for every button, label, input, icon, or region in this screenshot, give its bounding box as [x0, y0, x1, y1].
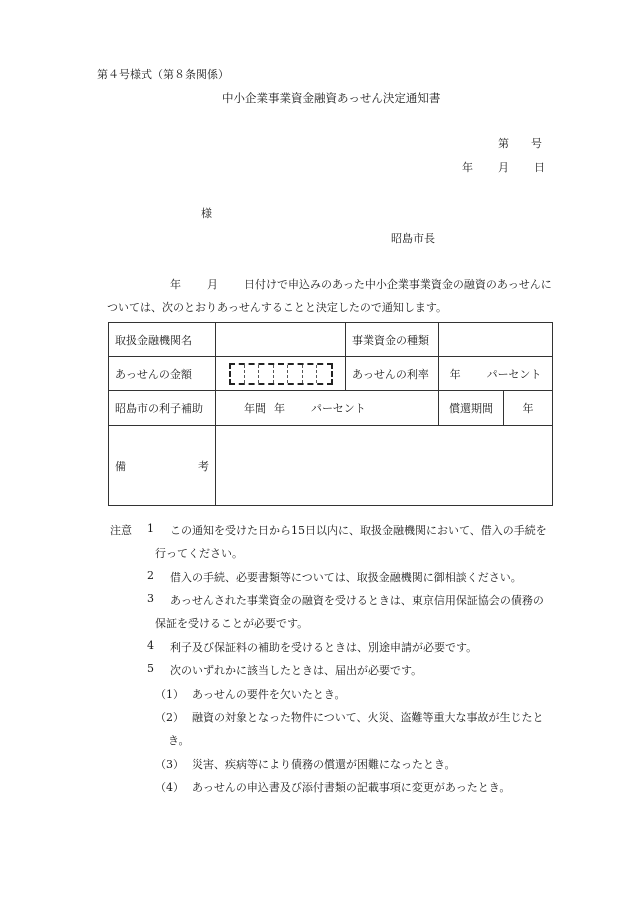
addressee: 様: [201, 207, 212, 220]
table-row: [109, 391, 553, 426]
fund-type-label: 事業資金の種類: [346, 323, 439, 357]
repay-label: 償還期間: [439, 391, 504, 425]
note-3-cont: 保証を受けることが必要です。: [155, 617, 309, 630]
note-1-num: 1: [147, 522, 154, 535]
document-title: 中小企業事業資金融資あっせん決定通知書: [222, 91, 441, 105]
sub-3-text: 災害、疾病等により債務の償還が困難になったとき。: [192, 758, 456, 771]
notice-number: [498, 135, 542, 151]
fund-type-value: [439, 323, 553, 357]
issuer: 昭島市長: [391, 232, 435, 245]
amount-label: あっせんの金額: [109, 357, 216, 391]
sub-1-num: （1）: [155, 688, 184, 701]
date-day: 日: [534, 161, 545, 174]
sub-2-num: （2）: [155, 711, 184, 724]
rate-year: 年: [449, 367, 461, 381]
number-go: 号: [531, 137, 542, 150]
sub-2-text: 融資の対象となった物件について、火災、盗難等重大な事故が生じたと: [192, 711, 544, 724]
remarks-label: [109, 426, 216, 506]
body-line1-text: 日付けで申込みのあった中小企業事業資金の融資のあっせんに: [244, 278, 552, 291]
repay-cell: [439, 391, 553, 426]
sub-2-cont: き。: [168, 734, 190, 747]
subsidy-percent: パーセント: [311, 402, 366, 415]
notes-heading: 注意: [110, 524, 132, 537]
note-1-text: この通知を受けた日から15日以内に、取扱金融機関において、借入の手続を: [170, 524, 547, 537]
table-row: [109, 426, 553, 506]
amount-value: [216, 357, 346, 391]
note-2-text: 借入の手続、必要書類等については、取扱金融機関に御相談ください。: [170, 571, 522, 584]
date-year: 年: [462, 161, 473, 174]
form-number: 第４号様式（第８条関係）: [97, 68, 229, 81]
bank-label: 取扱金融機関名: [109, 323, 216, 357]
subsidy-label: 昭島市の利子補助: [109, 391, 216, 426]
amount-digit-boxes: [229, 363, 333, 385]
remarks-char-2: 考: [198, 459, 209, 473]
rate-value: [439, 357, 553, 391]
sub-1-text: あっせんの要件を欠いたとき。: [192, 688, 346, 701]
note-2-num: 2: [147, 569, 154, 582]
note-4-num: 4: [147, 639, 154, 652]
subsidy-year: 年: [274, 402, 285, 415]
note-4-text: 利子及び保証料の補助を受けるときは、別途申請が必要です。: [170, 641, 478, 654]
repay-year: 年: [522, 402, 534, 415]
sub-4-num: （4）: [155, 781, 184, 794]
body-month: 月: [207, 278, 218, 291]
number-dai: 第: [498, 137, 509, 150]
note-1-cont: 行ってください。: [155, 547, 243, 560]
issue-date: [462, 159, 545, 175]
remarks-char-1: 備: [115, 459, 126, 473]
note-5-num: 5: [147, 662, 154, 675]
note-3-text: あっせんされた事業資金の融資を受けるときは、東京信用保証協会の債務の: [170, 594, 544, 607]
body-line-1: [170, 276, 552, 292]
table-row: [109, 357, 553, 391]
loan-details-table: [108, 322, 553, 506]
rate-percent: パーセント: [486, 367, 542, 381]
rate-label: あっせんの利率: [346, 357, 439, 391]
sub-4-text: あっせんの申込書及び添付書類の記載事項に変更があったとき。: [192, 781, 511, 794]
bank-value: [216, 323, 346, 357]
sub-3-num: （3）: [155, 758, 184, 771]
table-row: [109, 323, 553, 357]
remarks-value: [216, 426, 553, 506]
subsidy-value: [216, 391, 439, 426]
subsidy-nenkan: 年間: [244, 402, 266, 415]
note-5-text: 次のいずれかに該当したときは、届出が必要です。: [170, 664, 423, 677]
note-3-num: 3: [147, 592, 154, 605]
body-year: 年: [170, 278, 181, 291]
body-line-2: ついては、次のとおりあっせんすることと決定したので通知します。: [107, 301, 448, 314]
date-month: 月: [498, 161, 509, 174]
